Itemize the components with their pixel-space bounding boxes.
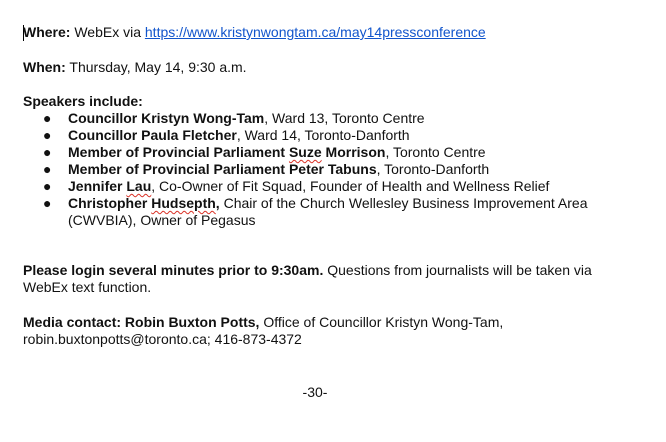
login-notice-line2: WebEx text function. bbox=[23, 279, 152, 295]
speaker-detail: , Toronto-Danforth bbox=[376, 161, 490, 177]
speaker-name bbox=[68, 178, 151, 194]
bullet-icon: ● bbox=[43, 161, 52, 177]
media-contact-line2: robin.buxtonpotts@toronto.ca; 416-873-4372 bbox=[23, 331, 302, 347]
media-contact bbox=[23, 314, 503, 331]
when-value: Thursday, May 14, 9:30 a.m. bbox=[65, 59, 247, 75]
speaker-name-part: Member of Provincial Parliament bbox=[68, 144, 289, 160]
speaker-name: Councillor Paula Fletcher bbox=[68, 127, 237, 143]
login-notice-rest: Questions from journalists will be taken via bbox=[323, 262, 592, 278]
speaker-text bbox=[68, 144, 486, 161]
speaker-detail: , Co-Owner of Fit Squad, Founder of Health and Wellness Relief bbox=[151, 178, 550, 194]
login-notice-bold: Please login several minutes prior to 9:30am. bbox=[23, 262, 324, 278]
speaker-name: Councillor Kristyn Wong-Tam bbox=[68, 110, 265, 126]
speaker-name-part: , bbox=[215, 195, 220, 211]
login-notice bbox=[23, 262, 592, 279]
speaker-name-misspelled: Suze bbox=[288, 144, 322, 160]
bullet-icon: ● bbox=[43, 127, 52, 143]
speaker-detail-line2: (CWVBIA), Owner of Pegasus bbox=[68, 212, 256, 228]
speaker-text bbox=[68, 195, 587, 212]
speakers-heading: Speakers include: bbox=[23, 93, 143, 109]
bullet-icon: ● bbox=[43, 110, 52, 126]
end-marker: -30- bbox=[302, 384, 328, 400]
speaker-detail: , Toronto Centre bbox=[385, 144, 486, 160]
speaker-name-misspelled: Lau bbox=[126, 178, 152, 194]
bullet-icon: ● bbox=[43, 195, 52, 211]
speaker-name-part: Morrison bbox=[321, 144, 386, 160]
where-label: Where: bbox=[23, 24, 71, 40]
speaker-name bbox=[68, 195, 220, 211]
bullet-icon: ● bbox=[43, 178, 52, 194]
where-line bbox=[23, 24, 486, 41]
press-conference-link[interactable]: https://www.kristynwongtam.ca/may14pressconference bbox=[144, 24, 486, 40]
bullet-icon: ● bbox=[43, 144, 52, 160]
speaker-name: Member of Provincial Parliament Peter Tabuns bbox=[68, 161, 377, 177]
speaker-detail: , Ward 14, Toronto-Danforth bbox=[236, 127, 410, 143]
where-prefix: WebEx via bbox=[70, 24, 145, 40]
speaker-text bbox=[68, 110, 425, 127]
speaker-name-part: Jennifer bbox=[68, 178, 127, 194]
media-contact-label: Media contact: Robin Buxton Potts, bbox=[23, 314, 260, 330]
speaker-detail: Chair of the Church Wellesley Business Improvement Area bbox=[219, 195, 588, 211]
speaker-text bbox=[68, 178, 549, 195]
speaker-text bbox=[68, 127, 410, 144]
speaker-name bbox=[68, 144, 385, 160]
speaker-name-part: Christopher bbox=[68, 195, 152, 211]
when-line bbox=[23, 59, 247, 76]
speaker-text bbox=[68, 161, 489, 178]
when-label: When: bbox=[23, 59, 66, 75]
media-contact-rest: Office of Councillor Kristyn Wong-Tam, bbox=[259, 314, 504, 330]
speaker-name-misspelled: Hudsepth bbox=[151, 195, 216, 211]
speaker-detail: , Ward 13, Toronto Centre bbox=[264, 110, 425, 126]
